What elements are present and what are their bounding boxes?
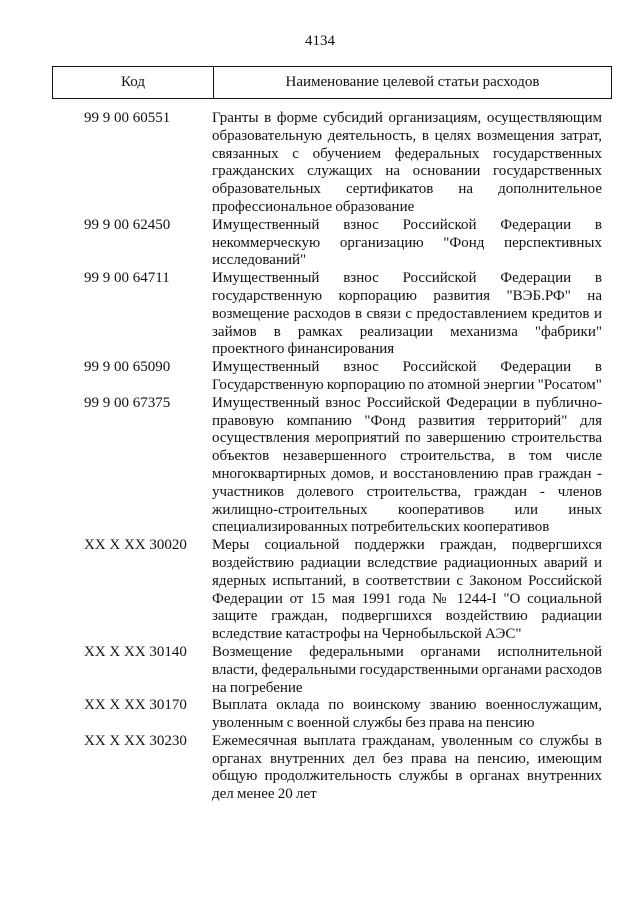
- row-description: Гранты в форме субсидий организациям, осуществляющим образовательную деятельность, в целях возмещения затрат, связанных с обучением федеральных государственных гражданских служащих на основании государственных образовательных сертификатов на дополнительное профессиональное образование: [212, 110, 602, 215]
- row-code: 99 9 00 65090: [84, 359, 171, 376]
- row-code: 99 9 00 62450: [84, 216, 171, 233]
- header-name: Наименование целевой статьи расходов: [285, 74, 540, 90]
- row-code: XX X XX 30230: [84, 732, 187, 749]
- table-row: [0, 697, 640, 733]
- row-code: XX X XX 30020: [84, 537, 187, 554]
- row-description: Ежемесячная выплата гражданам, уволенным со службы в органах внутренних дел без права на пенсию, имеющим общую продолжительность службы в органах внутренних дел менее 20 лет: [212, 732, 602, 803]
- table-row: [0, 110, 640, 217]
- table-body: [0, 110, 640, 804]
- row-description: Меры социальной поддержки граждан, подвергшихся воздействию радиации вследствие радиационных аварий и ядерных испытаний, в соответствии с Законом Российской Федерации от 15 мая 1991 года № 1244-I "О социальной защите граждан, подвергшихся воздействию радиации вследствие катастрофы на Чернобыльской АЭС": [212, 537, 602, 643]
- row-code: 99 9 00 64711: [84, 270, 170, 287]
- table-row: [0, 537, 640, 644]
- table-row: [0, 733, 640, 804]
- row-description: Имущественный взнос Российской Федерации в Государственную корпорацию по атомной энергии "Росатом": [212, 359, 602, 393]
- row-code: 99 9 00 60551: [84, 110, 171, 126]
- page-number: 4134: [305, 33, 335, 49]
- row-description: Возмещение федеральными органами исполнительной власти, федеральными государственными органами расходов на погребение: [212, 643, 602, 696]
- row-code: XX X XX 30170: [84, 697, 187, 714]
- header-code: Код: [53, 67, 214, 98]
- table-header: [52, 66, 612, 99]
- row-code: 99 9 00 67375: [84, 394, 171, 411]
- row-description: Имущественный взнос Российской Федерации в публично-правовую компанию "Фонд развития территорий" для осуществления мероприятий по завершению строительства объектов незавершенного строительства, в том числе многоквартирных домов, и восстановлению прав граждан - участников долевого строительства, граждан - членов жилищно-строительных кооперативов или иных специализированных потребительских кооперативов: [212, 394, 602, 536]
- row-description: Имущественный взнос Российской Федерации в государственную корпорацию развития "ВЭБ.РФ" на возмещение расходов в связи с предоставлением кредитов и займов в рамках реализации механизма "фабрики" проектного финансирования: [212, 270, 602, 358]
- table-row: [0, 270, 640, 359]
- row-code: XX X XX 30140: [84, 643, 187, 660]
- table-row: [0, 359, 640, 395]
- table-row: [0, 644, 640, 697]
- table-row: [0, 217, 640, 270]
- table-row: [0, 395, 640, 537]
- row-description: Имущественный взнос Российской Федерации в некоммерческую организацию "Фонд перспективных исследований": [212, 216, 602, 269]
- row-description: Выплата оклада по воинскому званию военнослужащим, уволенным с военной службы без права на пенсию: [212, 697, 602, 732]
